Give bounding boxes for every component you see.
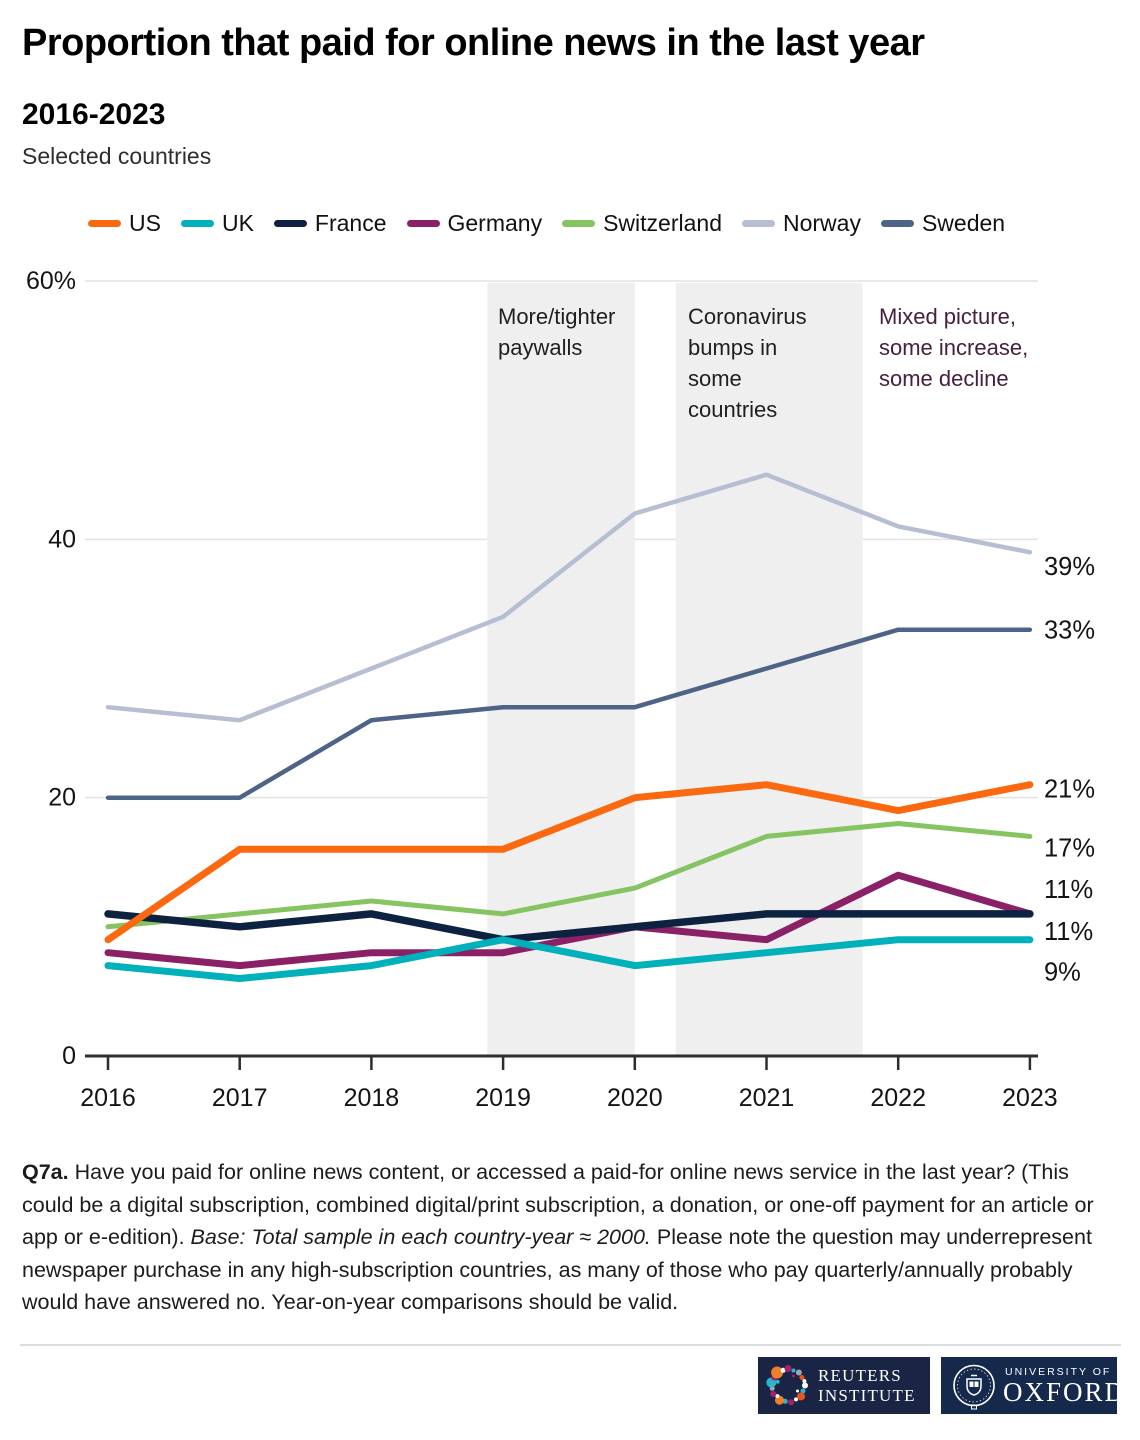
oxford-university-logo — [941, 1357, 1127, 1414]
oxford-line2: OXFORD — [1003, 1377, 1127, 1407]
end-value-label-uk: 9% — [1044, 958, 1081, 987]
end-value-label-germany: 11% — [1044, 875, 1094, 904]
footnote-text-2: Please note the question may underrepresent newspaper purchase in any high-subscription countries, as many of those who pay quarterly/annually probably would have answered no. Year-on-year comparisons should be valid. — [22, 1225, 1092, 1314]
x-tick-label: 2017 — [211, 1084, 268, 1112]
x-tick-label: 2021 — [738, 1084, 795, 1112]
ring-dot — [785, 1365, 792, 1372]
page-subtitle: 2016-2023 — [22, 98, 166, 131]
page-title: Proportion that paid for online news in the last year — [22, 22, 925, 64]
ring-dot — [802, 1383, 808, 1389]
ring-dot — [792, 1375, 795, 1378]
reuters-line2: INSTITUTE — [818, 1386, 916, 1405]
survey-question-footnote — [22, 1156, 1122, 1319]
ring-dot — [794, 1397, 798, 1401]
page-description: Selected countries — [22, 143, 212, 169]
ring-dot — [797, 1392, 805, 1400]
legend-label: Norway — [782, 210, 861, 236]
y-tick-label: 0 — [62, 1042, 76, 1070]
y-tick-label: 60% — [25, 266, 76, 295]
footnote-text-1: Have you paid for online news content, or accessed a paid-for online news service in the last year? (This could be a digital subscription, combined digital/print subscription, a donation, or one-off payment for an article or app or e-edition). — [22, 1160, 1094, 1249]
legend-label: Switzerland — [603, 210, 722, 236]
annotation-mixed-picture: Mixed picture, some increase, some decline — [879, 304, 1029, 391]
ring-dot — [776, 1380, 780, 1384]
legend-label: France — [314, 210, 387, 236]
legend-label: US — [129, 210, 161, 236]
end-value-label-norway: 39% — [1044, 553, 1096, 582]
end-value-label-us: 21% — [1044, 775, 1096, 804]
ring-dot — [792, 1369, 796, 1373]
legend-label: Sweden — [921, 210, 1006, 236]
x-tick-label: 2022 — [870, 1084, 927, 1112]
x-tick-label: 2016 — [80, 1084, 136, 1112]
oxford-line1: UNIVERSITY OF — [1005, 1366, 1112, 1378]
legend-label: Germany — [447, 210, 543, 236]
ring-dot — [802, 1379, 806, 1383]
footer-divider — [20, 1344, 1121, 1346]
end-value-label-france: 11% — [1044, 917, 1094, 946]
footnote-base-note: Base: Total sample in each country-year ≈ 2000. — [190, 1225, 651, 1249]
x-tick-label: 2019 — [475, 1084, 531, 1112]
end-value-label-switzerland: 17% — [1044, 834, 1096, 863]
ring-dot — [788, 1399, 794, 1405]
x-tick-label: 2023 — [1002, 1084, 1058, 1112]
x-tick-label: 2020 — [606, 1084, 663, 1112]
annotation-paywalls: More/tighter paywalls — [498, 304, 616, 360]
y-tick-label: 40 — [48, 525, 76, 554]
legend-label: UK — [221, 210, 254, 236]
x-tick-label: 2018 — [343, 1084, 400, 1112]
reuters-logo-text — [818, 1366, 916, 1406]
annotation-coronavirus: Coronavirus bumps in some countries — [688, 304, 807, 422]
reuters-line1: REUTERS — [818, 1366, 902, 1385]
ring-dot — [771, 1367, 783, 1379]
ring-dot — [796, 1370, 802, 1376]
ring-dot — [796, 1390, 799, 1393]
ring-dot — [770, 1391, 776, 1397]
question-id: Q7a. — [22, 1160, 69, 1184]
end-value-label-sweden: 33% — [1044, 616, 1096, 645]
reuters-institute-logo — [758, 1357, 930, 1414]
y-tick-label: 20 — [48, 783, 76, 812]
